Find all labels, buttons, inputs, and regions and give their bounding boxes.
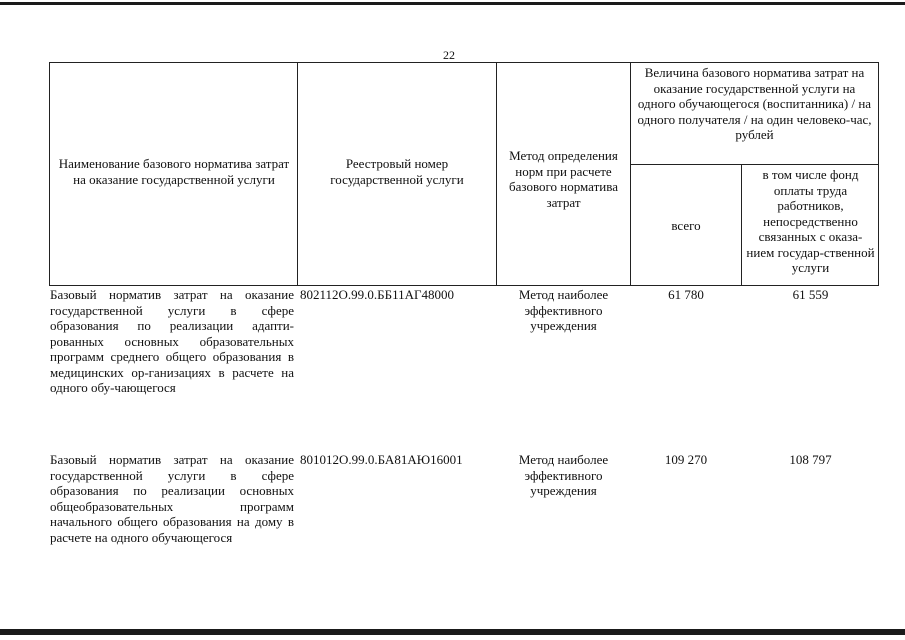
header-col-payroll: в том числе фонд оплаты труда работников, непосредственно связанных с оказа-нием государ-ственной услуги: [746, 167, 875, 275]
row-total: 61 780: [668, 287, 704, 302]
header-bottom-line: [49, 285, 879, 286]
header-col-name: Наименование базового норматива затрат на оказание государственной услуги: [58, 156, 290, 187]
row-name: Базовый норматив затрат на оказание государственной услуги в сфере образования по реализации основных общеобразовательных программ начального общего образования на дому в расчете на одного обучающегося: [50, 452, 294, 545]
col-line-6: [878, 62, 879, 286]
row-method: Метод наиболее эффективного учреждения: [518, 287, 609, 333]
row-registry: 802112О.99.0.ББ11АГ48000: [300, 287, 455, 302]
row-registry: 801012О.99.0.БА81АЮ16001: [300, 452, 463, 467]
col-line-4: [630, 62, 631, 286]
row-method: Метод наиболее эффективного учреждения: [518, 452, 609, 498]
row-name: Базовый норматив затрат на оказание государственной услуги в сфере образования по реализации адапти-рованных основных образовательных программ среднего общего образования в медицинских ор-ганизациях в расчете на одного обу-чающегося: [50, 287, 294, 395]
row-total: 109 270: [664, 452, 708, 467]
page-number: 22: [443, 48, 455, 62]
col-line-3: [496, 62, 497, 286]
header-col-total: всего: [671, 218, 701, 233]
row-payroll: 108 797: [789, 452, 832, 467]
bottom-border: [0, 629, 905, 635]
header-col-method: Метод определения норм при расчете базового норматива затрат: [509, 148, 618, 210]
group-divider-line: [630, 164, 879, 165]
col-line-5: [741, 164, 742, 286]
header-col-registry: Реестровый номер государственной услуги: [330, 156, 464, 187]
table-top-line: [49, 62, 879, 63]
header-group-value: Величина базового норматива затрат на оказание государственной услуги на одного обучающегося (воспитанника) / на одного получателя / на один человеко-час, рублей: [637, 65, 872, 142]
col-line-1: [49, 62, 50, 286]
col-line-2: [297, 62, 298, 286]
top-border: [0, 2, 905, 5]
row-payroll: 61 559: [792, 287, 829, 302]
